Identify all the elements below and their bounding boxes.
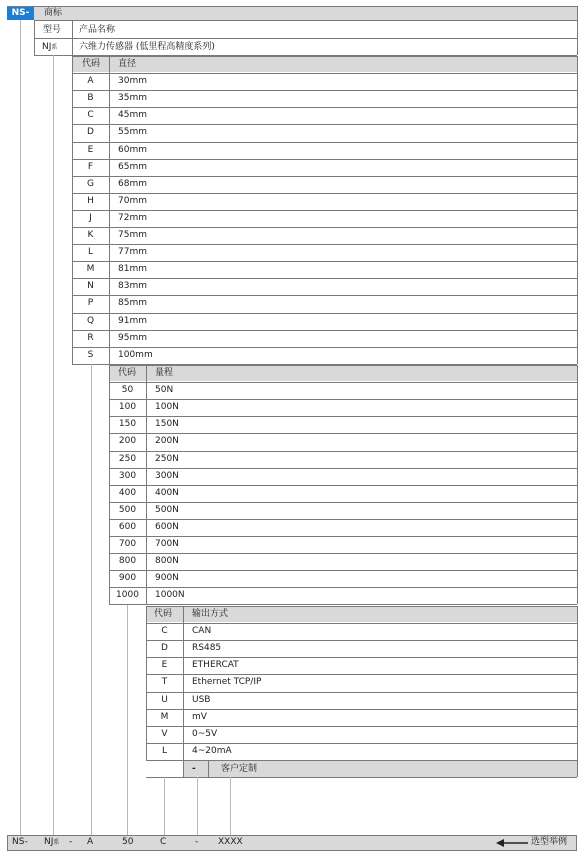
custom-label: 客户定制: [221, 764, 258, 774]
diameter-code-2: C: [87, 110, 94, 121]
diameter-value-13: 85mm: [118, 298, 147, 309]
brand-row: [34, 6, 577, 20]
range-value-8: 600N: [155, 521, 179, 532]
range-value-0: 50N: [155, 385, 174, 396]
output-value-3: Ethernet TCP/IP: [192, 677, 262, 688]
diameter-code-5: F: [87, 161, 94, 172]
diameter-code-3: D: [87, 127, 94, 138]
diameter-value-14: 91mm: [118, 315, 147, 326]
diameter-code-15: R: [87, 332, 94, 343]
range-code-header: 代码: [118, 368, 137, 378]
range-value-6: 400N: [155, 487, 179, 498]
range-code-11: 900: [118, 573, 137, 584]
diameter-code-9: K: [87, 230, 94, 240]
range-header-row: [109, 365, 577, 381]
product-label: 产品名称: [79, 25, 116, 35]
output-value-2: ETHERCAT: [192, 660, 239, 671]
diameter-value-2: 45mm: [118, 110, 147, 121]
range-value-5: 300N: [155, 470, 179, 481]
diameter-value-header: 直径: [118, 59, 137, 69]
diameter-value-15: 95mm: [118, 332, 147, 343]
diameter-value-9: 75mm: [118, 230, 147, 240]
diameter-code-11: M: [86, 264, 95, 275]
diameter-code-12: N: [87, 281, 94, 292]
example-custom: XXXX: [218, 837, 243, 847]
diameter-value-12: 83mm: [118, 281, 147, 292]
range-code-10: 800: [118, 556, 137, 567]
range-code-2: 150: [118, 419, 137, 430]
diameter-code-16: S: [87, 349, 94, 360]
diameter-value-16: 100mm: [118, 349, 153, 360]
example-label: 选型举例: [531, 837, 568, 847]
leader-custom: [230, 777, 231, 835]
range-code-9: 700: [118, 539, 137, 549]
range-value-9: 700N: [155, 539, 179, 549]
diameter-value-11: 81mm: [118, 264, 147, 275]
example-model-text: NJ: [44, 837, 54, 847]
range-code-0: 50: [121, 385, 134, 396]
output-value-header: 输出方式: [192, 609, 229, 619]
diameter-value-10: 77mm: [118, 247, 147, 258]
range-code-12: 1000: [116, 590, 139, 601]
output-code-1: D: [161, 643, 168, 654]
range-value-3: 200N: [155, 436, 179, 447]
diameter-value-3: 55mm: [118, 127, 147, 138]
output-value-5: mV: [192, 711, 207, 722]
leader-model: [53, 55, 54, 835]
range-code-5: 300: [118, 470, 137, 481]
range-value-1: 100N: [155, 402, 179, 413]
model-value-text: NJ: [42, 42, 52, 52]
diameter-code-13: P: [87, 298, 94, 309]
brand-label: 商标: [44, 8, 63, 18]
diameter-code-8: J: [89, 212, 92, 223]
custom-code: -: [192, 764, 196, 774]
range-value-12: 1000N: [155, 590, 185, 601]
output-value-0: CAN: [192, 626, 212, 637]
model-value: [42, 43, 57, 52]
leader-dash: [197, 777, 198, 835]
output-code-6: V: [161, 728, 168, 739]
diameter-value-1: 35mm: [118, 93, 147, 104]
output-code-4: U: [161, 694, 168, 705]
diameter-value-0: 30mm: [118, 76, 147, 87]
output-value-1: RS485: [192, 643, 222, 654]
output-value-7: 4~20mA: [192, 745, 232, 756]
output-code-2: E: [161, 660, 168, 671]
output-code-0: C: [161, 626, 168, 637]
output-code-3: T: [161, 677, 168, 688]
range-code-4: 250: [118, 453, 137, 464]
leader-output: [164, 777, 165, 835]
range-code-1: 100: [118, 402, 137, 413]
range-code-8: 600: [118, 521, 137, 532]
arrow-left-icon: [496, 838, 528, 848]
diameter-value-6: 68mm: [118, 178, 147, 189]
example-model: [44, 838, 59, 847]
range-value-11: 900N: [155, 573, 179, 584]
range-value-4: 250N: [155, 453, 179, 464]
diameter-value-7: 70mm: [118, 195, 147, 206]
diameter-code-6: G: [87, 178, 94, 189]
range-value-7: 500N: [155, 504, 179, 515]
diameter-code-4: E: [87, 144, 94, 155]
range-code-7: 500: [118, 504, 137, 515]
range-code-6: 400: [118, 487, 137, 498]
range-value-10: 800N: [155, 556, 179, 567]
example-output: C: [160, 837, 167, 847]
diameter-code-7: H: [87, 195, 94, 206]
diameter-value-8: 72mm: [118, 212, 147, 223]
product-value: 六维力传感器 (低里程高精度系列): [79, 42, 215, 52]
example-dash-1: -: [69, 837, 73, 847]
leader-brand: [20, 20, 21, 835]
diameter-code-0: A: [87, 76, 94, 87]
output-code-7: L: [161, 745, 167, 756]
range-value-header: 量程: [155, 368, 174, 378]
range-value-2: 150N: [155, 419, 179, 430]
example-brand: NS-: [12, 837, 28, 847]
model-label: 型号: [43, 25, 62, 35]
leader-range: [127, 605, 128, 835]
output-value-4: USB: [192, 694, 211, 705]
example-range: 50: [122, 837, 134, 847]
example-diameter: A: [87, 837, 94, 847]
diameter-code-10: L: [87, 247, 93, 258]
example-model-suffix: 系: [53, 839, 60, 846]
model-suffix: 系: [51, 44, 58, 51]
brand-badge: NS-: [7, 6, 34, 20]
range-code-3: 200: [118, 436, 137, 447]
output-code-header: 代码: [154, 609, 173, 619]
diameter-header-row: [72, 56, 577, 72]
diameter-code-1: B: [87, 93, 94, 104]
output-code-5: M: [160, 711, 169, 722]
output-value-6: 0~5V: [192, 728, 218, 739]
example-dash-2: -: [195, 837, 199, 847]
diameter-value-4: 60mm: [118, 144, 147, 155]
diameter-code-14: Q: [86, 315, 95, 326]
leader-diameter: [91, 364, 92, 835]
diameter-code-header: 代码: [82, 59, 101, 69]
diameter-value-5: 65mm: [118, 161, 147, 172]
